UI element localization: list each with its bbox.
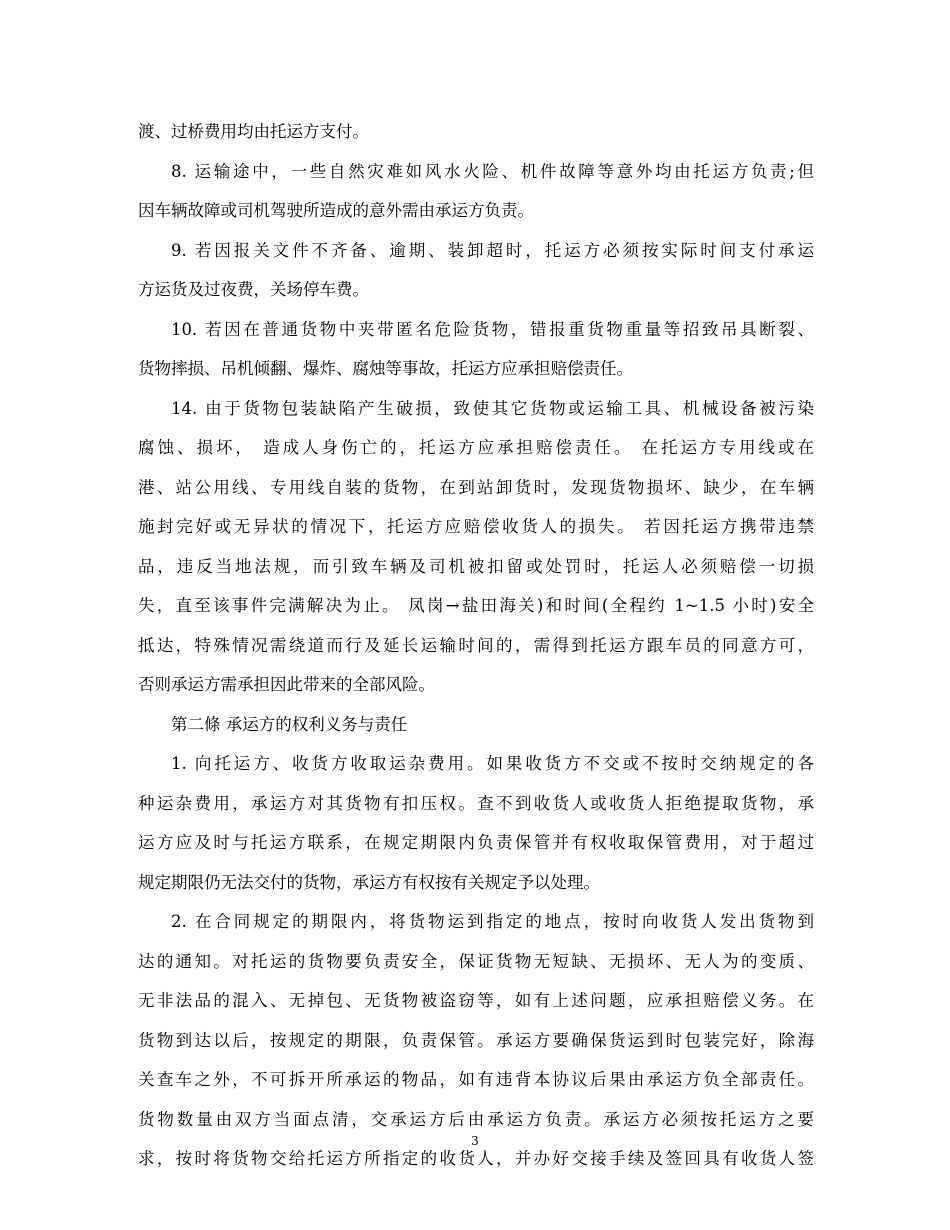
text-line: 9. 若因报关文件不齐备、逾期、装卸超时，托运方必须按实际时间支付承运 (171, 240, 814, 260)
text-line: 10. 若因在普通货物中夹带匿名危险货物，错报重货物重量等招致吊具断裂、 (171, 319, 814, 339)
text-line: 港、站公用线、专用线自装的货物，在到站卸货时，发现货物损坏、缺少，在车辆 (138, 477, 814, 497)
page-number: 3 (471, 1134, 479, 1148)
document-body (138, 112, 814, 1179)
text-line: 失，直至该事件完满解决为止。 凤岗→盐田海关)和时间(全程约 1~1.5 小时)安全 (138, 596, 814, 615)
text-line: 1. 向托运方、收货方收取运杂费用。如果收货方不交或不按时交纳规定的各 (171, 754, 814, 773)
text-line: 抵达，特殊情况需绕道而行及延长运输时间的，需得到托运方跟车员的同意方可， (138, 635, 814, 655)
text-line: 无非法品的混入、无掉包、无货物被盗窃等，如有上述问题，应承担赔偿义务。在 (138, 991, 814, 1010)
text-line: 腐蚀、损坏， 造成人身伤亡的，托运方应承担赔偿责任。 在托运方专用线或在 (138, 438, 814, 457)
text-line: 第二條 承运方的权利义务与责任 (171, 714, 408, 734)
text-line: 货物摔损、吊机倾翻、爆炸、腐烛等事故，托运方应承担赔偿责任。 (138, 359, 633, 378)
text-line: 规定期限仍无法交付的货物，承运方有权按有关规定予以处理。 (138, 872, 600, 892)
text-line: 8. 运输途中，一些自然灾难如风水火险、机件故障等意外均由托运方负责;但 (171, 161, 814, 181)
text-line: 达的通知。对托运的货物要负责安全，保证货物无短缺、无损坏、无人为的变质、 (138, 951, 814, 971)
text-line: 否则承运方需承担因此带来的全部风险。 (138, 675, 435, 694)
text-line: 施封完好或无异状的情况下，托运方应赔偿收货人的损失。 若因托运方携带违禁 (138, 517, 814, 536)
text-line: 因车辆故障或司机驾驶所造成的意外需由承运方负责。 (138, 201, 534, 220)
text-line: 关查车之外，不可拆开所承运的物品，如有违背本协议后果由承运方负全部责任。 (138, 1070, 814, 1089)
text-line: 运方应及时与托运方联系，在规定期限内负责保管并有权收取保管费用，对于超过 (138, 833, 814, 852)
text-line: 货物数量由双方当面点清，交承运方后由承运方负责。承运方必须按托运方之要 (138, 1109, 814, 1129)
text-line: 品，违反当地法规，而引致车辆及司机被扣留或处罚时，托运人必须赔偿一切损 (138, 556, 814, 576)
text-line: 渡、过桥费用均由托运方支付。 (138, 122, 369, 141)
text-line: 求，按时将货物交给托运方所指定的收货人，并办好交接手续及签回具有收货人签 (138, 1149, 814, 1168)
text-line: 2. 在合同规定的期限内，将货物运到指定的地点，按时向收货人发出货物到 (171, 912, 814, 931)
text-line: 14. 由于货物包装缺陷产生破损，致使其它货物或运输工具、机械设备被污染 (171, 398, 814, 418)
text-line: 种运杂费用，承运方对其货物有扣压权。查不到收货人或收货人拒绝提取货物，承 (138, 793, 814, 813)
text-line: 货物到达以后，按规定的期限，负责保管。承运方要确保货运到时包装完好，除海 (138, 1030, 814, 1050)
text-line: 方运货及过夜费，关场停车费。 (138, 280, 369, 299)
